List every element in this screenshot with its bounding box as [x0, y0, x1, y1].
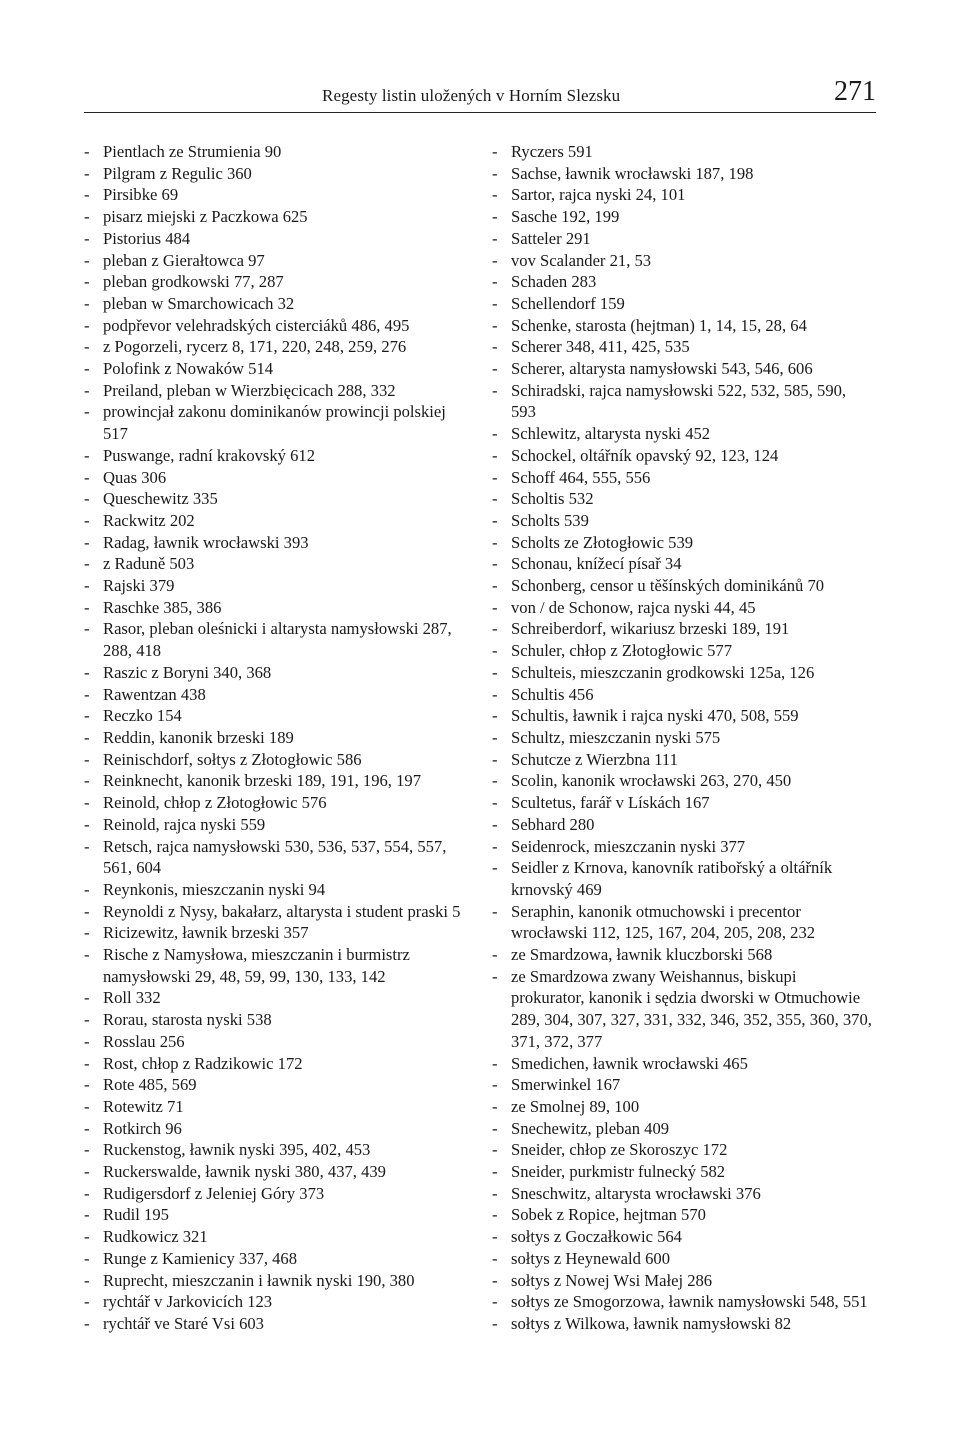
index-entry: - Scherer, altarysta namysłowski 543, 546, 606	[492, 358, 872, 380]
index-entry: - Reynoldi z Nysy, bakałarz, altarysta i student praski 5	[84, 901, 464, 923]
index-entry: - Schaden 283	[492, 271, 872, 293]
index-entry: - Roll 332	[84, 987, 464, 1009]
index-entry: - Retsch, rajca namysłowski 530, 536, 537, 554, 557, 561, 604	[84, 836, 464, 879]
index-entry: - Preiland, pleban w Wierzbięcicach 288, 332	[84, 380, 464, 402]
index-entry: - Seidler z Krnova, kanovník ratibořský a oltářník krnovský 469	[492, 857, 872, 900]
index-entry: - ze Smardzowa, ławnik kluczborski 568	[492, 944, 872, 966]
index-entry: - Schuler, chłop z Złotogłowic 577	[492, 640, 872, 662]
index-entry: - Reinold, rajca nyski 559	[84, 814, 464, 836]
index-entry: - Raszic z Boryni 340, 368	[84, 662, 464, 684]
index-entry: - Scholts ze Złotogłowic 539	[492, 532, 872, 554]
index-entry: - z Raduně 503	[84, 553, 464, 575]
index-entry: - pleban z Gierałtowca 97	[84, 250, 464, 272]
index-entry: - Rorau, starosta nyski 538	[84, 1009, 464, 1031]
index-entry: - Rotewitz 71	[84, 1096, 464, 1118]
index-entry: - Scherer 348, 411, 425, 535	[492, 336, 872, 358]
index-entry: - Schreiberdorf, wikariusz brzeski 189, 191	[492, 618, 872, 640]
index-entry: - Rajski 379	[84, 575, 464, 597]
index-entry: - Schulteis, mieszczanin grodkowski 125a, 126	[492, 662, 872, 684]
index-entry: - Reinknecht, kanonik brzeski 189, 191, 196, 197	[84, 770, 464, 792]
index-entry: - Polofink z Nowaków 514	[84, 358, 464, 380]
index-entry: - Scultetus, farář v Lískách 167	[492, 792, 872, 814]
index-entry: - Schultis 456	[492, 684, 872, 706]
index-entry: - Sneider, purkmistr fulnecký 582	[492, 1161, 872, 1183]
index-entry: - pleban grodkowski 77, 287	[84, 271, 464, 293]
index-entry: - Smedichen, ławnik wrocławski 465	[492, 1053, 872, 1075]
index-entry: - Scolin, kanonik wrocławski 263, 270, 450	[492, 770, 872, 792]
page-number: 271	[834, 76, 876, 107]
index-entry: - Rudil 195	[84, 1204, 464, 1226]
index-entry: - Reddin, kanonik brzeski 189	[84, 727, 464, 749]
index-entry: - Rosslau 256	[84, 1031, 464, 1053]
index-entry: - Satteler 291	[492, 228, 872, 250]
index-entry: - prowincjał zakonu dominikanów prowincji polskiej 517	[84, 401, 464, 444]
index-column-left	[84, 141, 464, 1335]
index-entry: - Pilgram z Regulic 360	[84, 163, 464, 185]
index-entry: - Reinold, chłop z Złotogłowic 576	[84, 792, 464, 814]
index-entry: - sołtys z Heynewald 600	[492, 1248, 872, 1270]
index-entry: - Seidenrock, mieszczanin nyski 377	[492, 836, 872, 858]
index-entry: - Sartor, rajca nyski 24, 101	[492, 184, 872, 206]
index-entry: - Scholts 539	[492, 510, 872, 532]
index-entry: - Rudkowicz 321	[84, 1226, 464, 1248]
index-entry: - Schutcze z Wierzbna 111	[492, 749, 872, 771]
index-entry: - pleban w Smarchowicach 32	[84, 293, 464, 315]
index-entry: - Sasche 192, 199	[492, 206, 872, 228]
index-entry: - Pirsibke 69	[84, 184, 464, 206]
index-column-right	[492, 141, 872, 1335]
index-entry: - sołtys z Goczałkowic 564	[492, 1226, 872, 1248]
running-head	[84, 76, 876, 113]
index-entry: - Runge z Kamienicy 337, 468	[84, 1248, 464, 1270]
index-entry: - sołtys z Wilkowa, ławnik namysłowski 82	[492, 1313, 872, 1335]
index-entry: - Snechewitz, pleban 409	[492, 1118, 872, 1140]
index-entry: - Ricizewitz, ławnik brzeski 357	[84, 922, 464, 944]
index-entry: - Sobek z Ropice, hejtman 570	[492, 1204, 872, 1226]
running-title: Regesty listin uložených v Horním Slezsku	[322, 86, 621, 105]
index-entry: - podpřevor velehradských cisterciáků 486, 495	[84, 315, 464, 337]
index-entry: - Schultis, ławnik i rajca nyski 470, 508, 559	[492, 705, 872, 727]
index-entry: - Schenke, starosta (hejtman) 1, 14, 15, 28, 64	[492, 315, 872, 337]
index-entry: - Seraphin, kanonik otmuchowski i precentor wrocławski 112, 125, 167, 204, 205, 208, 232	[492, 901, 872, 944]
index-entry: - Ryczers 591	[492, 141, 872, 163]
index-entry: - sołtys z Nowej Wsi Małej 286	[492, 1270, 872, 1292]
index-entry: - Rotkirch 96	[84, 1118, 464, 1140]
index-entry: - von / de Schonow, rajca nyski 44, 45	[492, 597, 872, 619]
index-entry: - Ruprecht, mieszczanin i ławnik nyski 190, 380	[84, 1270, 464, 1292]
index-entry: - Schellendorf 159	[492, 293, 872, 315]
index-entry: - Schonau, knížecí písař 34	[492, 553, 872, 575]
index-entry: - z Pogorzeli, rycerz 8, 171, 220, 248, 259, 276	[84, 336, 464, 358]
index-entry: - Rasor, pleban oleśnicki i altarysta namysłowski 287, 288, 418	[84, 618, 464, 661]
index-entry: - Raschke 385, 386	[84, 597, 464, 619]
index-entry: - vov Scalander 21, 53	[492, 250, 872, 272]
index-entry: - Schoff 464, 555, 556	[492, 467, 872, 489]
index-entry: - ze Smardzowa zwany Weishannus, biskupi prokurator, kanonik i sędzia dworski w Otmuchowie 289, 304, 307, 327, 331, 332, 346, 352, 355, 360, 370, 371, 372, 377	[492, 966, 872, 1053]
index-entry: - Rackwitz 202	[84, 510, 464, 532]
index-entry: - ze Smolnej 89, 100	[492, 1096, 872, 1118]
index-entry: - Queschewitz 335	[84, 488, 464, 510]
index-entry: - rychtář ve Staré Vsi 603	[84, 1313, 464, 1335]
index-entry: - Rudigersdorf z Jeleniej Góry 373	[84, 1183, 464, 1205]
index-entry: - Schockel, oltářník opavský 92, 123, 124	[492, 445, 872, 467]
index-entry: - Reczko 154	[84, 705, 464, 727]
index-entry: - rychtář v Jarkovicích 123	[84, 1291, 464, 1313]
index-entry: - Reinischdorf, sołtys z Złotogłowic 586	[84, 749, 464, 771]
index-entry: - Schultz, mieszczanin nyski 575	[492, 727, 872, 749]
index-entry: - Schiradski, rajca namysłowski 522, 532, 585, 590, 593	[492, 380, 872, 423]
index-entry: - Pistorius 484	[84, 228, 464, 250]
index-entry: - Smerwinkel 167	[492, 1074, 872, 1096]
index-entry: - Sneschwitz, altarysta wrocławski 376	[492, 1183, 872, 1205]
index-entry: - Rische z Namysłowa, mieszczanin i burmistrz namysłowski 29, 48, 59, 99, 130, 133, 142	[84, 944, 464, 987]
index-entry: - Rost, chłop z Radzikowic 172	[84, 1053, 464, 1075]
index-entry: - Scholtis 532	[492, 488, 872, 510]
index-entry: - Ruckenstog, ławnik nyski 395, 402, 453	[84, 1139, 464, 1161]
index-entry: - Radag, ławnik wrocławski 393	[84, 532, 464, 554]
index-entry: - Schlewitz, altarysta nyski 452	[492, 423, 872, 445]
index-entry: - Rote 485, 569	[84, 1074, 464, 1096]
index-entry: - sołtys ze Smogorzowa, ławnik namysłowski 548, 551	[492, 1291, 872, 1313]
index-entry: - Quas 306	[84, 467, 464, 489]
index-entry: - pisarz miejski z Paczkowa 625	[84, 206, 464, 228]
index-entry: - Sebhard 280	[492, 814, 872, 836]
index-entry: - Reynkonis, mieszczanin nyski 94	[84, 879, 464, 901]
index-entry: - Rawentzan 438	[84, 684, 464, 706]
index-entry: - Sachse, ławnik wrocławski 187, 198	[492, 163, 872, 185]
index-entry: - Puswange, radní krakovský 612	[84, 445, 464, 467]
index-entry: - Pientlach ze Strumienia 90	[84, 141, 464, 163]
index-entry: - Sneider, chłop ze Skoroszyc 172	[492, 1139, 872, 1161]
index-entry: - Schonberg, censor u těšínských dominikánů 70	[492, 575, 872, 597]
index-entry: - Ruckerswalde, ławnik nyski 380, 437, 439	[84, 1161, 464, 1183]
